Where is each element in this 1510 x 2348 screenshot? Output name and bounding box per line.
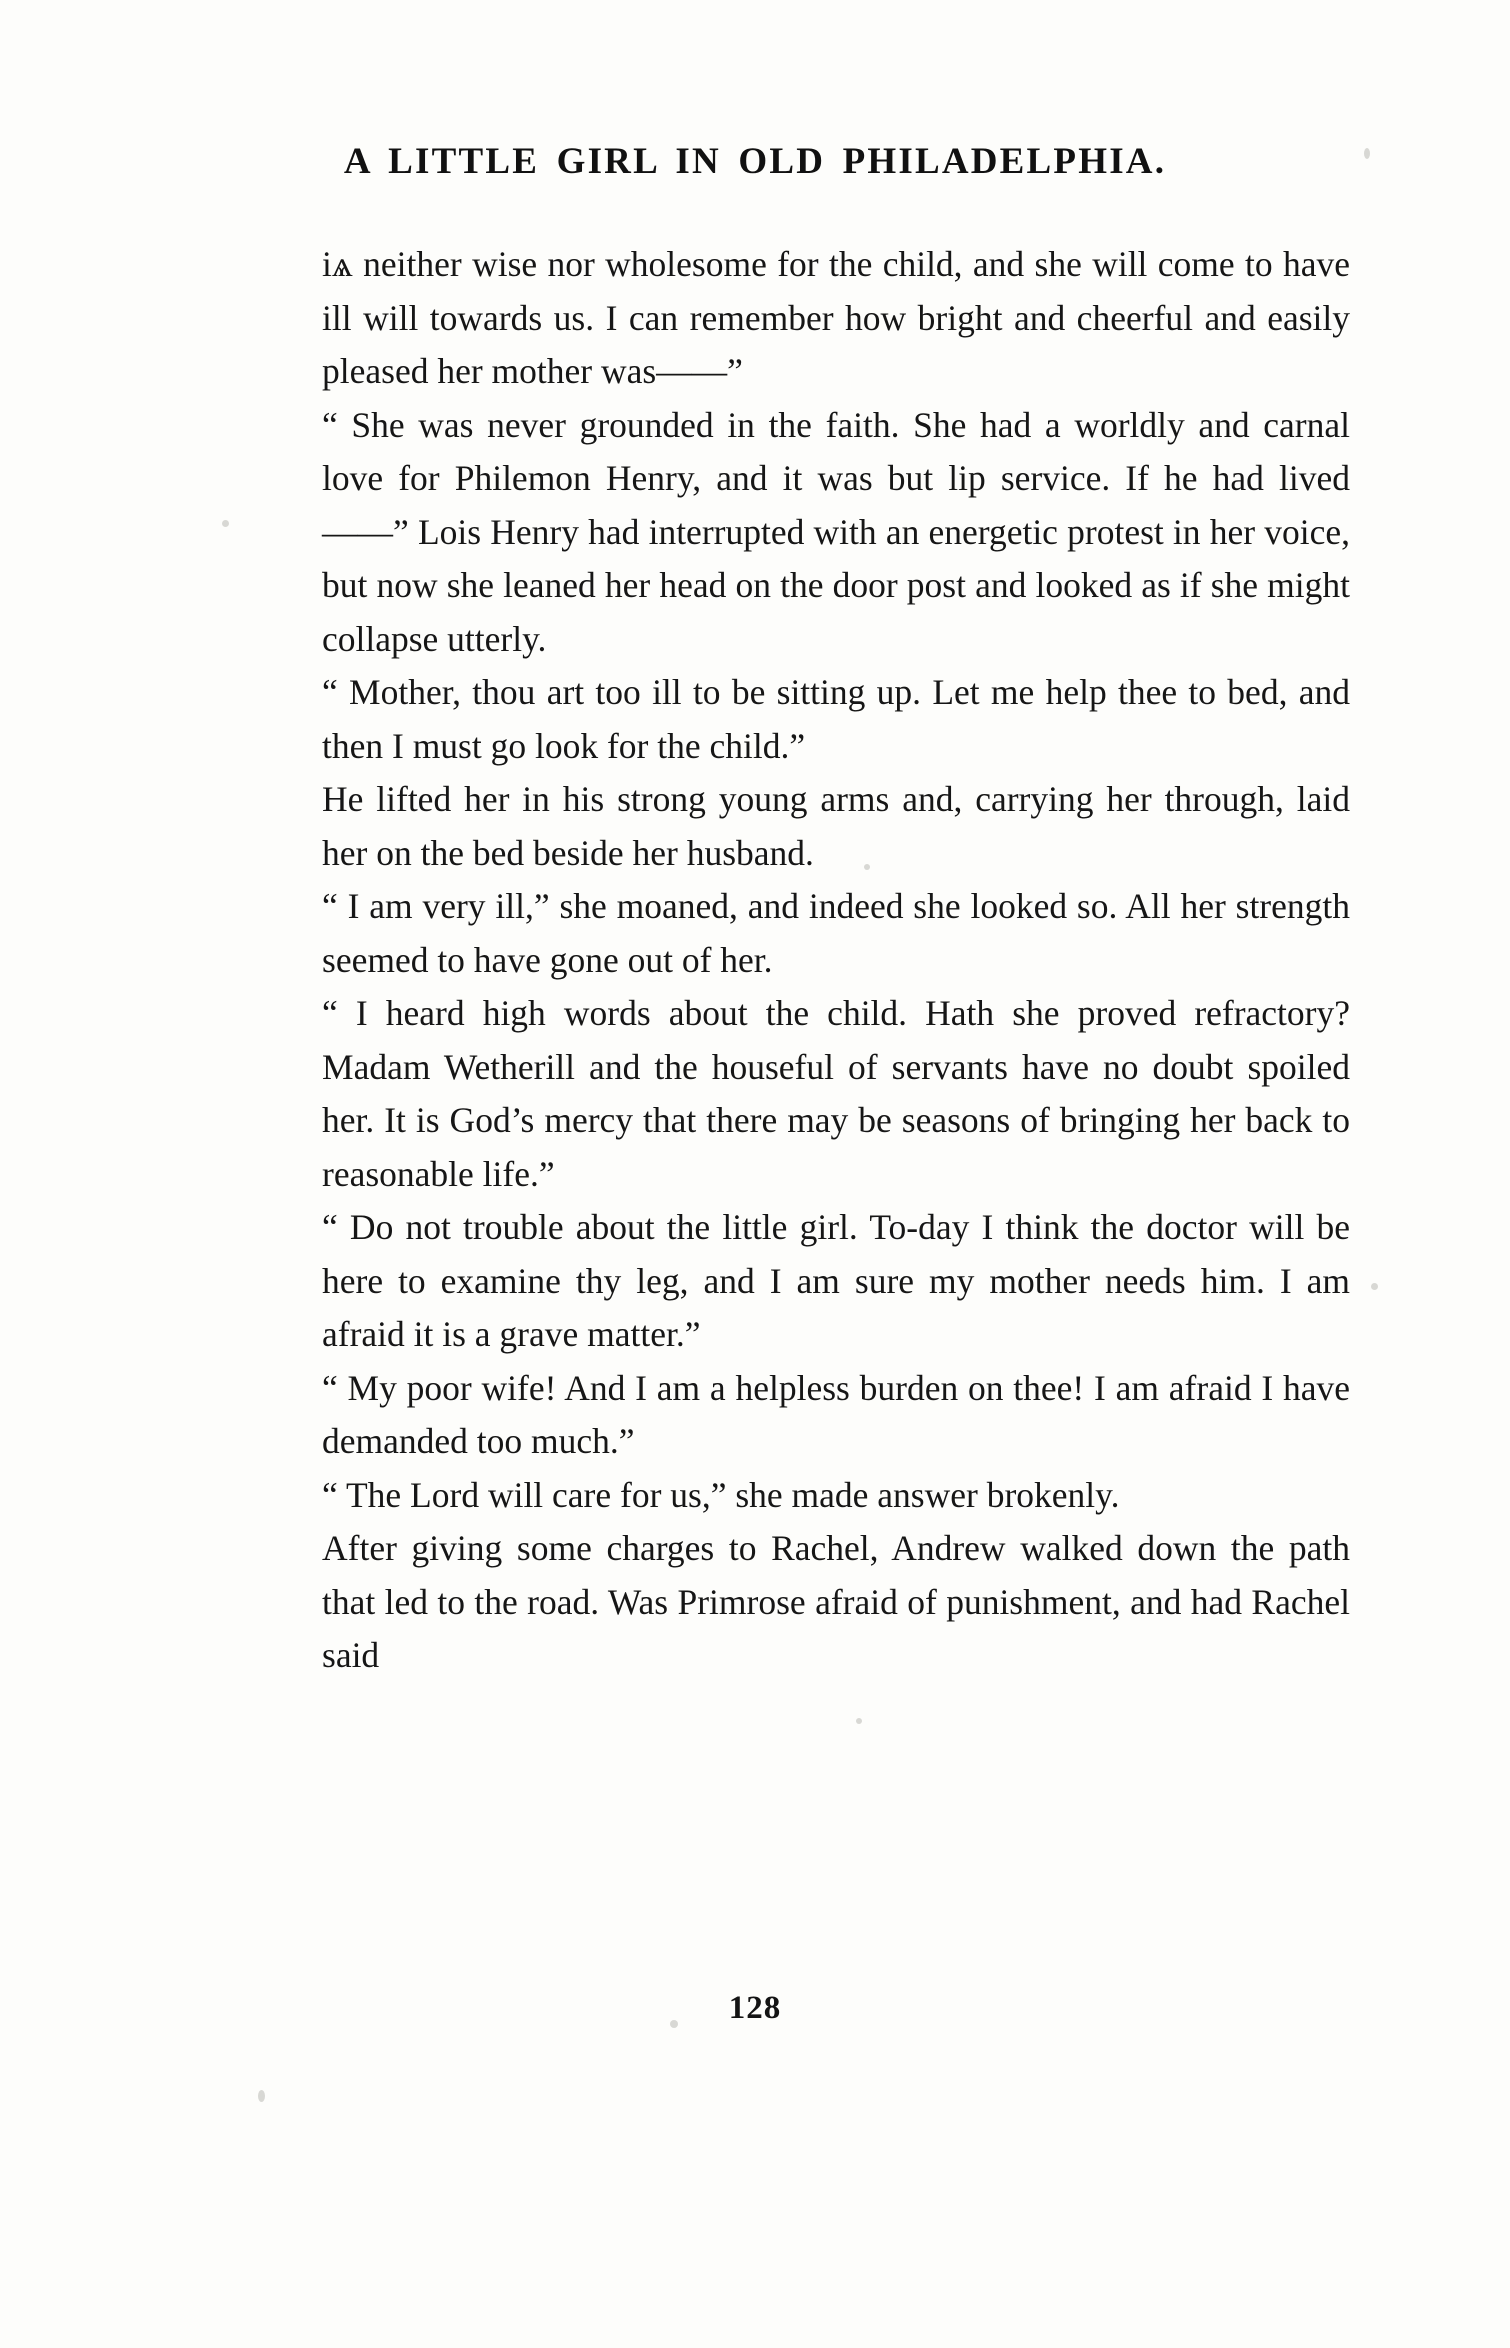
scan-artifact	[1364, 148, 1370, 159]
paragraph: “ She was never grounded in the faith. She had a worldly and carnal love for Philemon Henry, and it was but lip service. If he had lived——” Lois Henry had interrupted with an energetic protest in her voice, but now she leaned her head on the door post and looked as if she might collapse utterly.	[322, 404, 1350, 659]
scan-artifact	[670, 2020, 678, 2028]
paragraph: “ Do not trouble about the little girl. To-day I think the doctor will be here to examine thy leg, and I am sure my mother needs him. I am afraid it is a grave matter.”	[322, 1207, 1350, 1354]
paragraph: He lifted her in his strong young arms and, carrying her through, laid her on the bed beside her husband.	[322, 779, 1350, 873]
page-number: 128	[728, 1990, 782, 2026]
body-text	[322, 238, 1350, 1683]
paragraph: After giving some charges to Rachel, Andrew walked down the path that led to the road. Was Primrose afraid of punishment, and had Rachel said	[322, 1528, 1350, 1675]
paragraph: “ The Lord will care for us,” she made answer brokenly.	[322, 1474, 1120, 1515]
page-running-head: A LITTLE GIRL IN OLD PHILADELPHIA.	[343, 141, 1167, 182]
scan-artifact	[864, 864, 870, 870]
paragraph: “ I am very ill,” she moaned, and indeed she looked so. All her strength seemed to have gone out of her.	[322, 886, 1350, 980]
scan-artifact	[222, 520, 229, 527]
scan-artifact	[258, 2090, 265, 2102]
paragraph: iѧ neither wise nor wholesome for the child, and she will come to have ill will towards us. I can remember how bright and cheerful and easily pleased her mother was——”	[322, 244, 1350, 391]
scan-artifact	[1371, 1283, 1378, 1290]
paragraph: “ I heard high words about the child. Hath she proved refractory? Madam Wetherill and the houseful of servants have no doubt spoiled her. It is God’s mercy that there may be seasons of bringing her back to reasonable life.”	[322, 993, 1350, 1194]
scan-artifact	[856, 1718, 862, 1724]
paragraph: “ Mother, thou art too ill to be sitting up. Let me help thee to bed, and then I must go look for the child.”	[322, 672, 1350, 766]
paragraph: “ My poor wife! And I am a helpless burden on thee! I am afraid I have demanded too much.”	[322, 1367, 1350, 1461]
